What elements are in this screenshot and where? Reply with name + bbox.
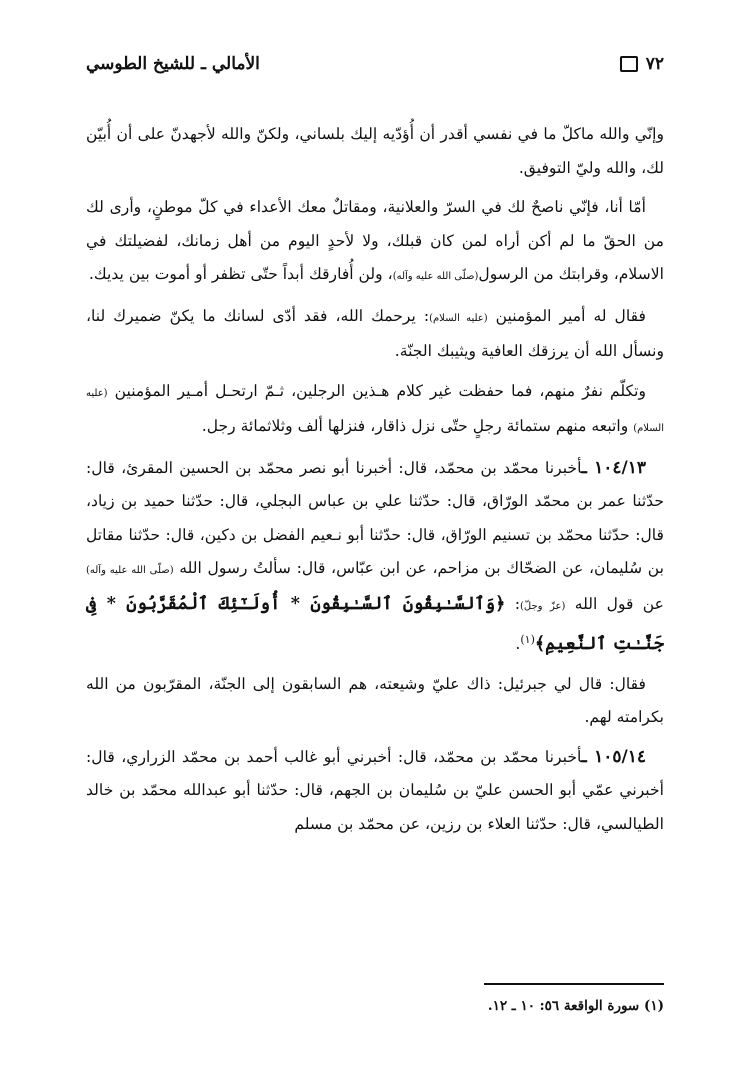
hadith-number: ١٠٥/١٤ ـ bbox=[581, 746, 646, 767]
page-number-group bbox=[620, 54, 664, 74]
paragraph: وإنّي والله ماكلّ ما في نفسي أقدر أن أُؤدّيه إليك بلساني، ولكنّ والله لأجهدنّ على أن أُبيّن لك، والله وليّ التوفيق. bbox=[86, 125, 664, 177]
paragraph: وتكلّم نفرٌ منهم، فما حفظت غير كلام هـذين الرجلين، ثـمّ ارتحـل أمـير المؤمنين (عليه السلام) واتبعه منهم ستمائة رجلٍ حتّى نزل ذاقار، فنزلها ألف وثلاثمائة رجل. bbox=[86, 381, 664, 435]
salutation: (صلّى الله عليه وآله) bbox=[392, 271, 479, 282]
main-text bbox=[86, 118, 664, 847]
quran-verse: ﴿وَٱلسَّـٰبِقُونَ ٱلسَّـٰبِقُونَ * أُولَـٰٓئِكَ ٱلْمُقَرَّبُونَ * فِى جَنَّـٰتِ ٱلنَّعِيمِ﴾ bbox=[86, 593, 664, 655]
hadith-paragraph: ١٠٤/١٣ ـأخبرنا محمّد بن محمّد، قال: أخبرنا أبو نصر محمّد بن الحسين المقرئ، قال: حدّثنا عمر بن محمّد الورّاق، قال: حدّثنا علي بن عباس البجلي، قال: حدّثنا حميد بن زياد، قال: حدّثنا محمّد بن تسنيم الورّاق، قال: حدّثنا أبو نـعيم الفضل بن دكين، قال: حدّثنا مقاتل بن سُليمان، عن الضحّاك بن مزاحم، عن ابن عبّاس، قال: سألتُ رسول الله (صلّى الله عليه وآله) عن قول الله (عزّ وجلّ): ﴿وَٱلسَّـٰبِقُونَ ٱلسَّـٰبِقُونَ * أُولَـٰٓئِكَ ٱلْمُقَرَّبُونَ * فِى جَنَّـٰتِ ٱلنَّعِيمِ﴾$^{(١)}$. bbox=[86, 457, 664, 655]
paragraph: فقال: قال لي جبرئيل: ذاك عليّ وشيعته، هم السابقون إلى الجنّة، المقرّبون من الله بكرامته لهم. bbox=[86, 674, 664, 727]
salutation: (عزّ وجلّ) bbox=[519, 600, 566, 612]
square-box-icon bbox=[620, 56, 638, 72]
salutation: (عليه السلام) bbox=[429, 312, 488, 324]
footnote: (١) سورة الواقعة ٥٦: ١٠ ـ ١٢. bbox=[487, 998, 664, 1014]
footnote-divider bbox=[484, 983, 664, 985]
hadith-number: ١٠٤/١٣ ـ bbox=[581, 457, 646, 478]
footnote-marker: (١) bbox=[520, 633, 535, 646]
paragraph: أمّا أنا، فإنّي ناصحٌ لك في السرّ والعلانية، ومقاتلٌ معك الأعداء في كلّ موطنٍ، وأرى لك من الحقّ ما لم أكن أراه لمن كان قبلك، ولا لأحدٍ اليوم من أهل زمانك، لفضيلتك في الاسلام، وقرابتك من الرسول(صلّى الله عليه وآله)، ولن أُفارقك أبداً حتّى تظفر أو أموت بين يديك. bbox=[86, 198, 664, 283]
paragraph: فقال له أمير المؤمنين (عليه السلام): يرحمك الله، فقد أدّى لسانك ما يكنّ ضميرك لنا، ونسأل الله أن يرزقك العافية ويثيبك الجنّة. bbox=[86, 306, 664, 360]
page-header bbox=[86, 44, 664, 84]
page-number: ٧٢ bbox=[645, 54, 664, 74]
salutation: (عليه السلام) bbox=[86, 387, 664, 434]
running-title: الأمالي ـ للشيخ الطوسي bbox=[86, 54, 260, 74]
salutation: (صلّى الله عليه وآله) bbox=[86, 565, 174, 576]
hadith-paragraph: ١٠٥/١٤ ـأخبرنا محمّد بن محمّد، قال: أخبرني أبو غالب أحمد بن محمّد الزراري، قال: أخبرني عمّي أبو الحسن عليّ بن سُليمان بن الجهم، قال: حدّثنا أبو عبدالله محمّد بن خالد الطيالسي، قال: حدّثنا العلاء بن رزين، عن محمّد بن مسلم bbox=[86, 746, 664, 833]
